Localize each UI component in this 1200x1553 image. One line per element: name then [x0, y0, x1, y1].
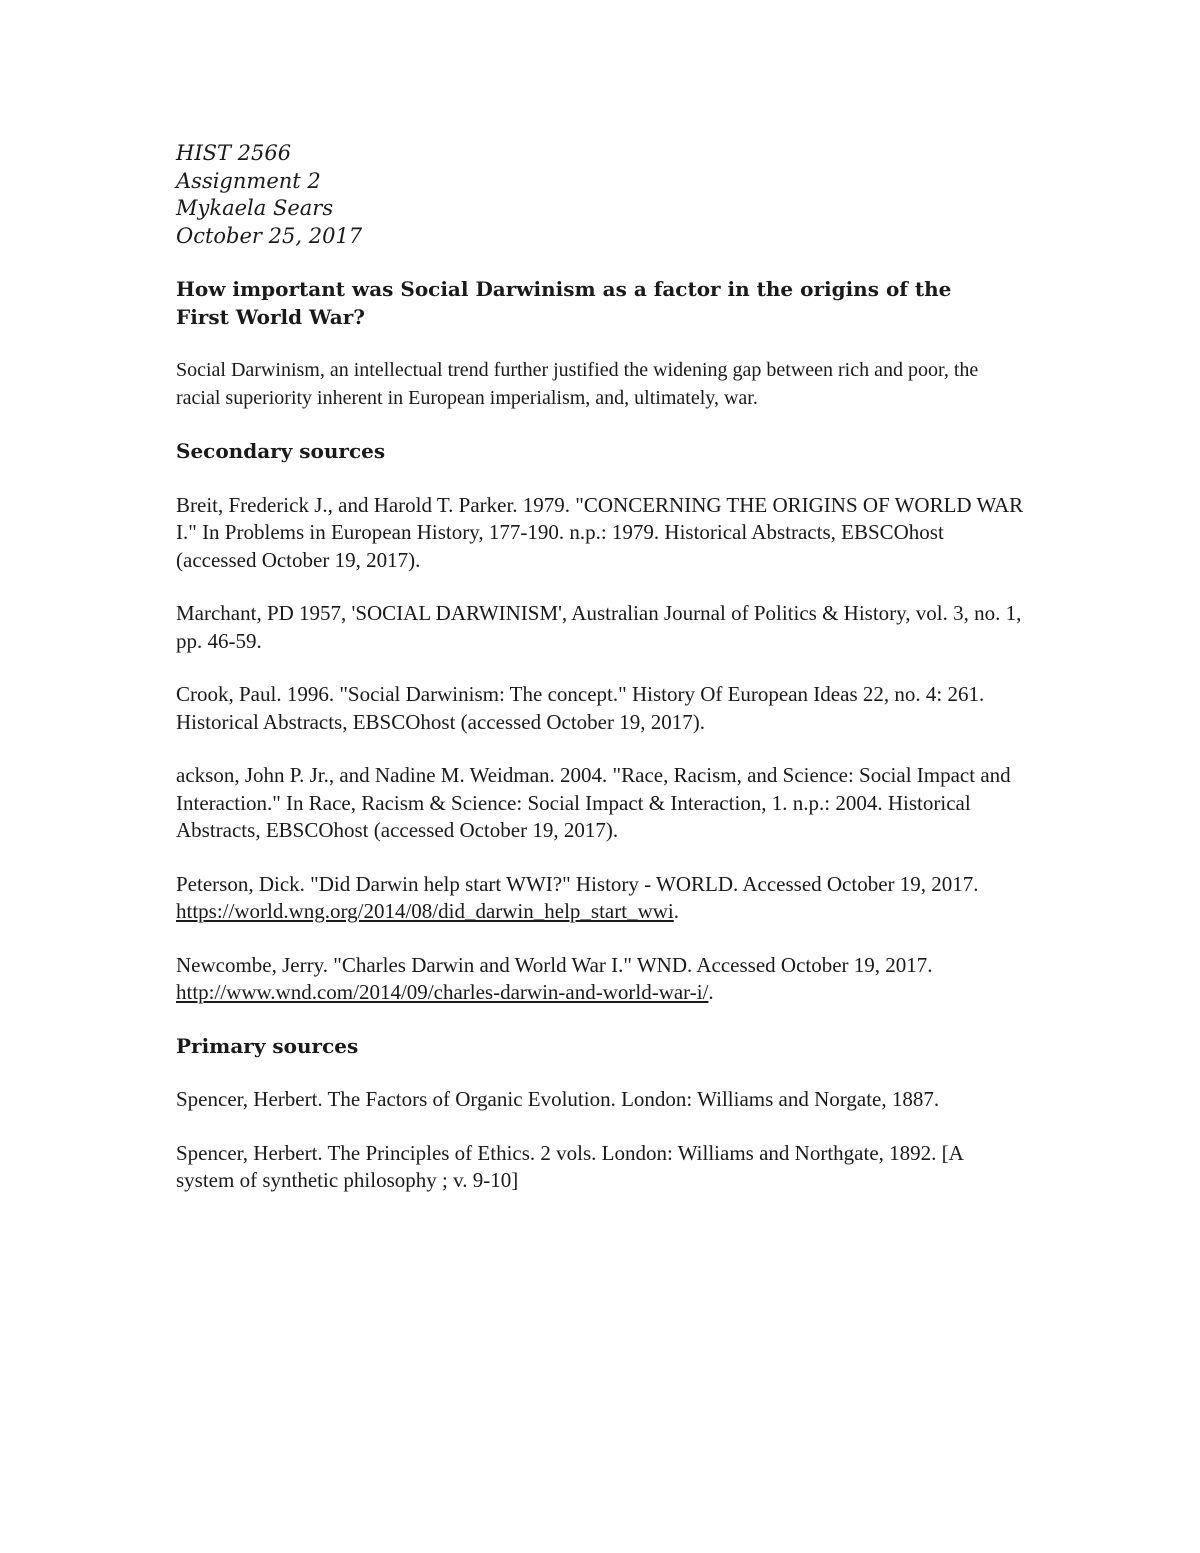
secondary-citation: Newcombe, Jerry. "Charles Darwin and World War I." WND. Accessed October 19, 2017. http://www.wnd.com/2014/09/charles-darwin-and-world-war-i/. [176, 952, 933, 1004]
essay-question: How important was Social Darwinism as a factor in the origins of the First World War? [176, 277, 952, 329]
secondary-citation: Peterson, Dick. "Did Darwin help start WWI?" History - WORLD. Accessed October 19, 2017. https://world.wng.org/2014/08/did_darwin_help_start_wwi. [176, 871, 979, 923]
secondary-sources-heading: Secondary sources [176, 439, 386, 463]
secondary-citation: Crook, Paul. 1996. "Social Darwinism: The concept." History Of European Ideas 22, no. 4: 261. Historical Abstracts, EBSCOhost (accessed October 19, 2017). [176, 682, 985, 734]
primary-citation: Spencer, Herbert. The Principles of Ethics. 2 vols. London: Williams and Northgate, 1892. [A system of synthetic philosophy ; v. 9-10] [176, 1140, 963, 1192]
document-header [176, 140, 1036, 250]
document-date: October 25, 2017 [176, 223, 363, 248]
primary-sources-heading: Primary sources [176, 1033, 359, 1058]
course-code: HIST 2566 [176, 141, 292, 165]
secondary-citation: ackson, John P. Jr., and Nadine M. Weidman. 2004. "Race, Racism, and Science: Social Impact and Interaction." In Race, Racism & Science: Social Impact & Interaction, 1. n.p.: 2004. Historical Abstracts, EBSCOhost (accessed October 19, 2017). [176, 763, 1011, 842]
intro-paragraph: Social Darwinism, an intellectual trend further justified the widening gap between rich and poor, the racial superiority inherent in European imperialism, and, ultimately, war. [176, 359, 979, 409]
assignment-name: Assignment 2 [176, 168, 321, 193]
secondary-citation: Breit, Frederick J., and Harold T. Parker. 1979. "CONCERNING THE ORIGINS OF WORLD WAR I." In Problems in European History, 177-190. n.p.: 1979. Historical Abstracts, EBSCOhost (accessed October 19, 2017). [176, 492, 1024, 572]
author-name: Mykaela Sears [176, 196, 334, 220]
document-body [176, 140, 1036, 1221]
primary-citation: Spencer, Herbert. The Factors of Organic Evolution. London: Williams and Norgate, 1887. [176, 1087, 940, 1111]
secondary-citation: Marchant, PD 1957, 'SOCIAL DARWINISM', Australian Journal of Politics & History, vol. 3, no. 1, pp. 46-59. [176, 601, 1022, 653]
citation-link[interactable]: https://world.wng.org/2014/08/did_darwin_help_start_wwi [176, 899, 674, 923]
citation-link[interactable]: http://www.wnd.com/2014/09/charles-darwin-and-world-war-i/ [176, 980, 709, 1004]
